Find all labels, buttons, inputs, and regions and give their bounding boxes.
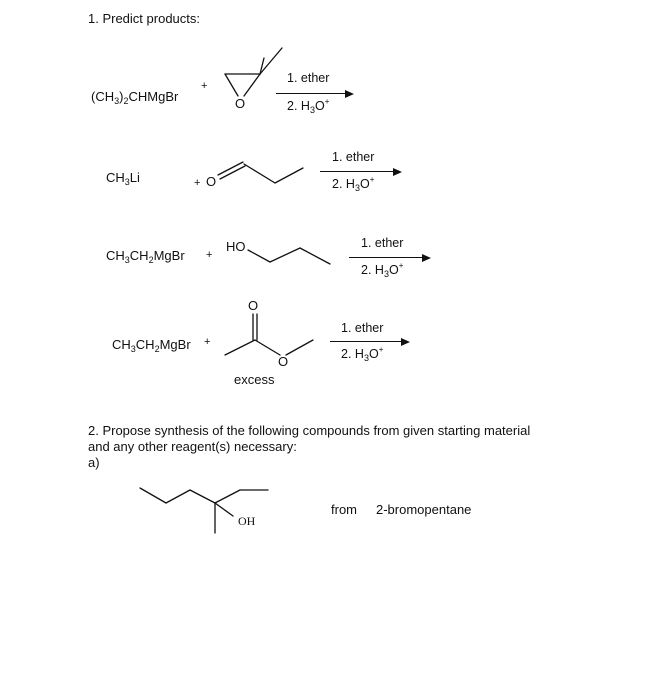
reaction-1-oxygen-label: O — [235, 96, 246, 111]
reaction-3-plus: + — [206, 249, 213, 261]
reaction-4-ester-structure — [220, 310, 320, 360]
reaction-1-reagent: $(CH_3)_2CHMgBr$ — [91, 89, 179, 106]
reaction-2-arrow — [320, 171, 394, 172]
reaction-1-step2: 2. $H_3O^+$ — [287, 97, 330, 115]
reaction-1-arrow-head — [345, 90, 354, 98]
reaction-4-arrow — [330, 341, 402, 342]
question-1-title: 1. Predict products: — [88, 11, 200, 26]
reaction-1-plus: + — [201, 80, 208, 92]
reaction-3-step2: 2. $H_3O^+$ — [361, 261, 404, 279]
reaction-1-step1: 1. ether — [287, 71, 330, 85]
reaction-3-alcohol-structure — [240, 240, 340, 275]
target-alcohol-structure — [138, 478, 278, 538]
question-2-part-a: a) — [88, 455, 100, 470]
reaction-4-step1: 1. ether — [341, 321, 384, 335]
reaction-3-reagent: $CH_3CH_2MgBr$ — [106, 248, 185, 265]
reaction-2-oxygen-label: O — [206, 174, 217, 189]
reaction-3-arrow-head — [422, 254, 431, 262]
reaction-4-arrow-head — [401, 338, 410, 346]
reaction-2-plus: + — [194, 177, 201, 189]
reaction-2-reagent: $CH_3Li$ — [106, 170, 140, 187]
reaction-4-reagent: $CH_3CH_2MgBr$ — [112, 337, 191, 354]
reaction-3-arrow — [349, 257, 423, 258]
question-2-line-1: 2. Propose synthesis of the following compounds from given starting material — [88, 423, 531, 438]
reaction-2-arrow-head — [393, 168, 402, 176]
target-hydroxyl-label: OH — [238, 514, 256, 528]
reaction-3-step1: 1. ether — [361, 236, 404, 250]
reaction-1-arrow — [276, 93, 346, 94]
reaction-4-plus: + — [204, 336, 211, 348]
reaction-4-carbonyl-oxygen-label: O — [248, 298, 259, 313]
reaction-2-step1: 1. ether — [332, 150, 375, 164]
reaction-4-excess-note: excess — [234, 372, 275, 387]
from-label: from — [331, 502, 357, 517]
starting-material: 2-bromopentane — [376, 502, 472, 517]
question-2-line-2: and any other reagent(s) necessary: — [88, 439, 297, 454]
reaction-4-step2: 2. $H_3O^+$ — [341, 345, 384, 363]
reaction-2-aldehyde-structure — [215, 150, 315, 195]
reaction-2-step2: 2. $H_3O^+$ — [332, 175, 375, 193]
reaction-3-hydroxyl-label: HO — [226, 239, 246, 254]
reaction-4-ester-oxygen-label: O — [278, 354, 289, 369]
